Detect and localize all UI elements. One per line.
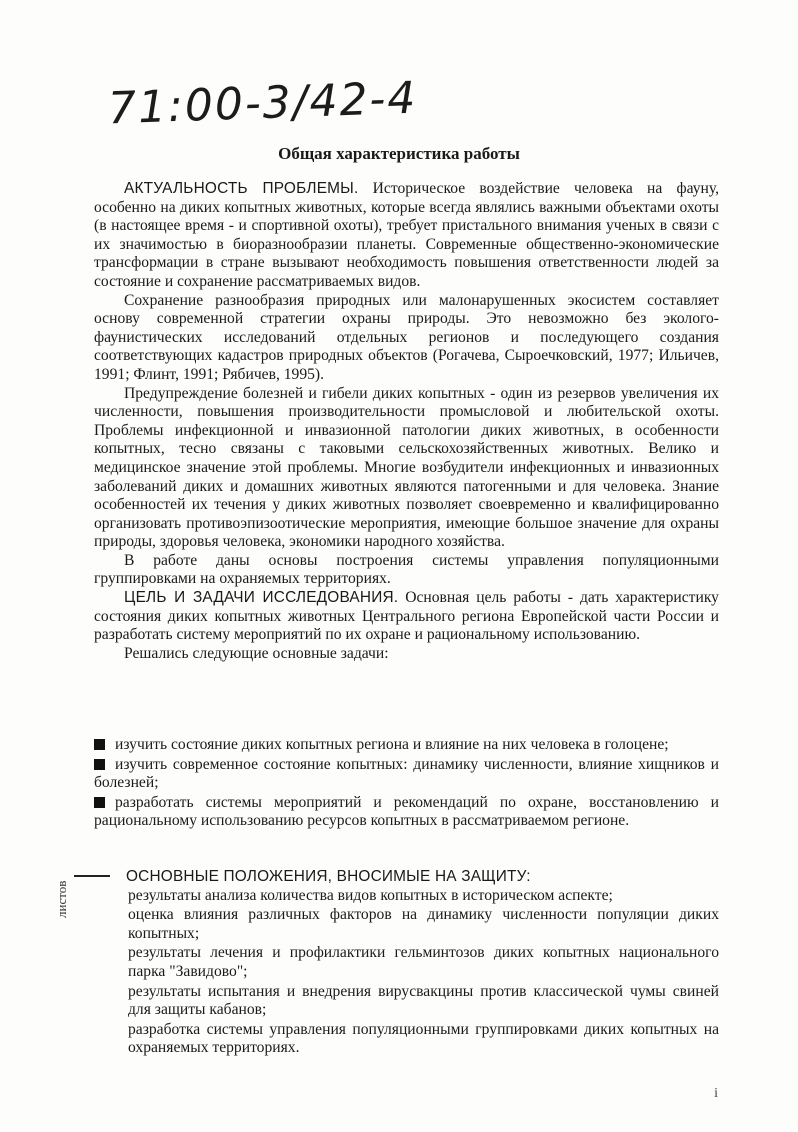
paragraph-actuality: АКТУАЛЬНОСТЬ ПРОБЛЕМЫ. Историческое воздействие человека на фауну, особенно на диких копытных животных, которые всегда являлись важными объектами охоты (в настоящее время - и спортивной охоты), требует пристального внимания ученых в связи с их значимостью в биоразнообразии планеты. Современные общественно-экономические трансформации в стране вызывают необходимость повышения ответственности людей за состояние и сохранение рассматриваемых видов. [94, 180, 719, 290]
list-item: разработка системы управления популяционными группировками диких копытных на охраняемых территориях. [128, 1020, 719, 1057]
paragraph-goals: ЦЕЛЬ И ЗАДАЧИ ИССЛЕДОВАНИЯ. Основная цель работы - дать характеристику состояния диких копытных животных Центрального региона Европейской части России и разработать систему мероприятий по их охране и рациональному использованию. [94, 589, 719, 644]
list-item: разработать системы мероприятий и рекомендаций по охране, восстановлению и рациональному использованию ресурсов копытных в рассматриваемом регионе. [94, 793, 719, 830]
section-heading-defense: ОСНОВНЫЕ ПОЛОЖЕНИЯ, ВНОСИМЫЕ НА ЗАЩИТУ: [126, 868, 531, 885]
body-text [94, 180, 719, 663]
paragraph: Предупреждение болезней и гибели диких копытных - один из резервов увеличения их численности, повышения производительности промысловой и любительской охоты. Проблемы инфекционной и инвазионной патологии диких животных, в особенности копытных, тесно связаны с таковыми сельскохозяйственных животных. Велико и медицинское значение этой проблемы. Многие возбудители инфекционных и инвазионных заболеваний диких и домашних животных являются патогенными и для человека. Знание особенностей их течения у диких животных позволяет своевременно и квалифицированно организовать противоэпизоотические мероприятия, имеющие большое значение для охраны природы, здоровья человека, экономики народного хозяйства. [94, 384, 719, 551]
list-item: оценка влияния различных факторов на динамику численности популяции диких копытных; [128, 906, 719, 942]
task-list [94, 736, 719, 832]
list-item: изучить состояние диких копытных региона и влияние на них человека в голоцене; [94, 736, 719, 755]
paragraph: Сохранение разнообразия природных или малонарушенных экосистем составляет основу современной стратегии охраны природы. Это невозможно без эколого-фаунистических исследований отдельных регионов и последующего создания соответствующих кадастров природных объектов (Рогачева, Сыроечковский, 1977; Ильичев, 1991; Флинт, 1991; Рябичев, 1995). [94, 291, 719, 383]
bullet-square-icon [94, 739, 105, 750]
defense-section [94, 868, 719, 1059]
page-mark: i [714, 1086, 718, 1101]
section-heading-goals: ЦЕЛЬ И ЗАДАЧИ ИССЛЕДОВАНИЯ. [124, 589, 399, 607]
paragraph: В работе даны основы построения системы управления популяционными группировками на охраняемых территориях. [94, 551, 719, 588]
page-title: Общая характеристика работы [278, 144, 520, 163]
section-heading-actuality: АКТУАЛЬНОСТЬ ПРОБЛЕМЫ. [124, 180, 359, 197]
paragraph: Решались следующие основные задачи: [124, 644, 389, 662]
bullet-square-icon [94, 797, 105, 808]
defense-list [128, 887, 719, 1058]
list-item: результаты анализа количества видов копытных в историческом аспекте; [128, 886, 613, 904]
bullet-square-icon [94, 759, 105, 770]
margin-note: листов [54, 880, 69, 918]
list-item: результаты испытания и внедрения вирусвакцины против классической чумы свиней для защиты кабанов; [128, 982, 719, 1019]
list-item: изучить современное состояние копытных: динамику численности, влияние хищников и болезней; [94, 755, 719, 792]
archive-number: 71:00-3/42-4 [107, 72, 419, 135]
list-item: результаты лечения и профилактики гельминтозов диких копытных национального парка "Завидово"; [128, 944, 719, 980]
